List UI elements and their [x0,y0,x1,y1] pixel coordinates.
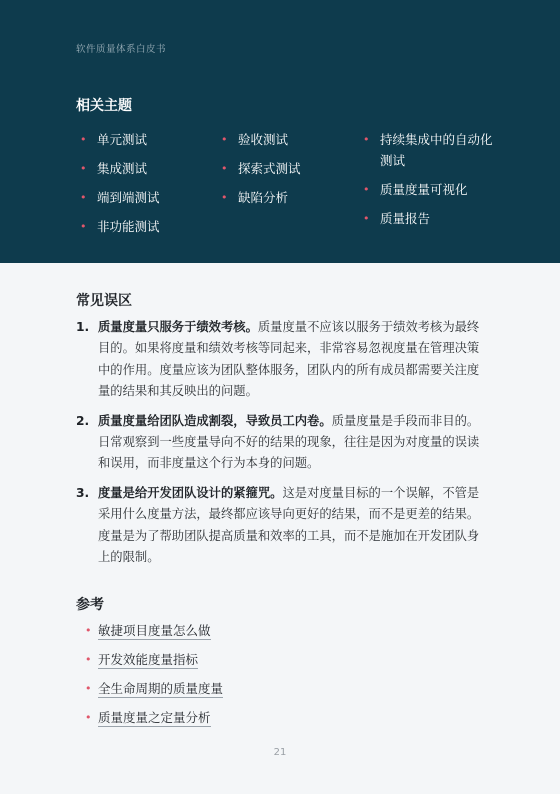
reference-item [76,620,223,641]
mistake-item [76,411,486,475]
bullet-icon: • [85,711,92,724]
bullet-icon: • [85,653,92,666]
bullet-icon: • [80,220,87,233]
topic-label: 质量报告 [380,211,431,226]
bullet-icon: • [80,191,87,204]
topic-label: 非功能测试 [97,219,160,234]
topic-label: 单元测试 [97,132,148,147]
topic-item[interactable] [76,129,216,150]
mistake-headline: 质量度量只服务于绩效考核。 [98,320,258,334]
topic-item[interactable] [359,208,499,229]
mistake-description: 质量度量不应该以服务于绩效考核为最终目的。如果将度量和绩效考核等同起来，非常容易忽视度量在管理决策中的作用。度量应该为团队整体服务，团队内的所有成员都需要关注度量的结果和其反映出的问题。 [98,320,480,399]
mistake-number: 3. [76,485,90,500]
bullet-icon: • [221,162,228,175]
reference-item [76,649,223,670]
related-topics-heading: 相关主题 [76,98,132,114]
bullet-icon: • [221,191,228,204]
topic-label: 持续集成中的自动化测试 [380,132,493,168]
mistake-item [76,483,486,569]
topic-item[interactable] [359,179,499,200]
bullet-icon: • [221,133,228,146]
bullet-icon: • [85,624,92,637]
reference-link[interactable]: 开发效能度量指标 [98,652,199,667]
bullet-icon: • [80,162,87,175]
document-header-title: 软件质量体系白皮书 [76,44,167,55]
topic-item[interactable] [76,187,216,208]
topic-column-1 [76,129,216,245]
bullet-icon: • [363,133,370,146]
topic-label: 验收测试 [238,132,289,147]
mistake-headline: 质量度量给团队造成割裂，导致员工内卷。 [98,413,332,428]
mistake-description: 这是对度量目标的一个误解，不管是采用什么度量方法，最终都应该导向更好的结果，而不是更差的结果。度量是为了帮助团队提高质量和效率的工具，而不是施加在开发团队身上的限制。 [98,485,480,565]
topic-column-3 [359,129,499,237]
related-topics-panel [0,0,560,263]
topic-label: 缺陷分析 [238,190,289,205]
reference-item [76,707,223,728]
references-list [76,620,223,736]
topic-item[interactable] [76,216,216,237]
topic-item[interactable] [217,158,357,179]
references-heading: 参考 [76,597,104,613]
mistake-item [76,317,486,403]
topic-label: 质量度量可视化 [380,182,468,197]
mistake-headline: 度量是给开发团队设计的紧箍咒。 [98,485,283,500]
common-mistakes-list [76,317,486,576]
common-mistakes-heading: 常见误区 [76,293,132,309]
topic-item[interactable] [217,187,357,208]
mistake-description: 质量度量是手段而非目的。日常观察到一些度量导向不好的结果的现象，往往是因为对度量的误读和误用，而非度量这个行为本身的问题。 [98,413,480,471]
topic-item[interactable] [217,129,357,150]
topic-column-2 [217,129,357,216]
topic-label: 端到端测试 [97,190,160,205]
reference-link[interactable]: 质量度量之定量分析 [98,710,211,725]
reference-link[interactable]: 敏捷项目度量怎么做 [98,623,211,638]
bullet-icon: • [85,682,92,695]
reference-item [76,678,223,699]
bullet-icon: • [363,212,370,225]
reference-link[interactable]: 全生命周期的质量度量 [98,681,224,696]
topic-label: 集成测试 [97,161,148,176]
page-number: 21 [273,747,287,758]
bullet-icon: • [363,183,370,196]
bullet-icon: • [80,133,87,146]
mistake-number: 2. [76,413,90,428]
topic-item[interactable] [76,158,216,179]
topic-item[interactable] [359,129,499,171]
mistake-number: 1. [76,320,90,334]
topic-label: 探索式测试 [238,161,301,176]
